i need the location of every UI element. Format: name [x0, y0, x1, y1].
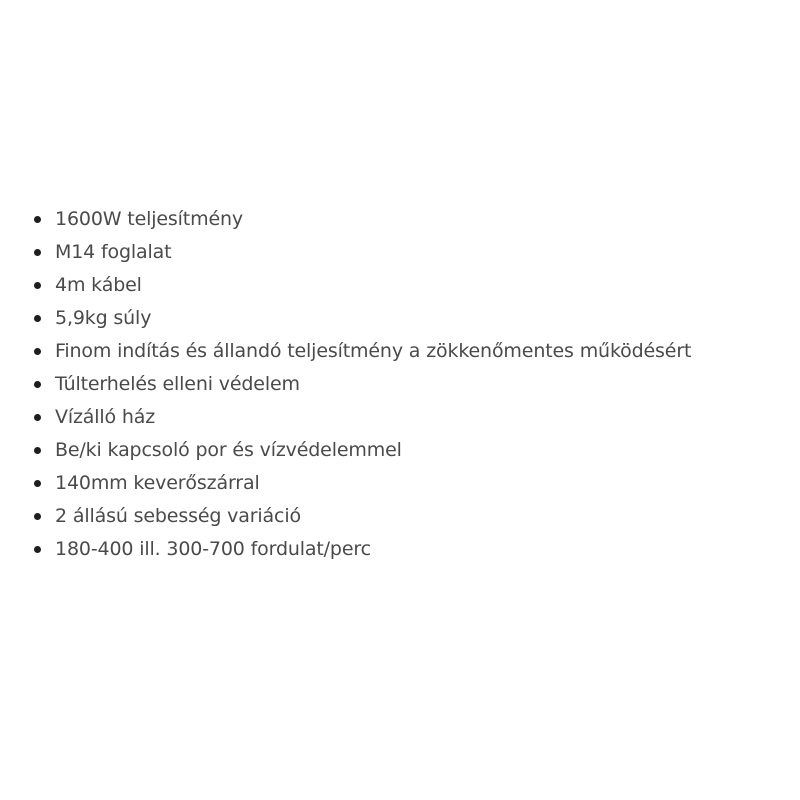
bullet-icon [34, 546, 41, 553]
list-item [20, 368, 795, 401]
list-item [20, 203, 795, 236]
list-item-text: Túlterhelés elleni védelem [55, 373, 300, 395]
bullet-icon [34, 513, 41, 520]
bullet-icon [34, 447, 41, 454]
list-item [20, 467, 795, 500]
bullet-icon [34, 381, 41, 388]
list-item [20, 335, 795, 368]
list-item-text: M14 foglalat [55, 241, 172, 263]
list-item-text: 1600W teljesítmény [55, 208, 243, 230]
list-item-text: Be/ki kapcsoló por és vízvédelemmel [55, 439, 402, 461]
bullet-icon [34, 348, 41, 355]
list-item-text: Finom indítás és állandó teljesítmény a zökkenőmentes működésért [55, 340, 692, 362]
list-item [20, 533, 795, 566]
bullet-icon [34, 282, 41, 289]
list-item-text: 4m kábel [55, 274, 142, 296]
list-item [20, 434, 795, 467]
list-item [20, 401, 795, 434]
feature-list [20, 203, 795, 566]
bullet-icon [34, 249, 41, 256]
list-item-text: 5,9kg súly [55, 307, 152, 329]
list-item-text: 140mm keverőszárral [55, 472, 260, 494]
list-item-text: 180-400 ill. 300-700 fordulat/perc [55, 538, 371, 560]
list-item [20, 269, 795, 302]
list-item [20, 302, 795, 335]
list-item [20, 236, 795, 269]
bullet-icon [34, 480, 41, 487]
bullet-icon [34, 315, 41, 322]
list-item-text: 2 állású sebesség variáció [55, 505, 301, 527]
list-item [20, 500, 795, 533]
bullet-icon [34, 414, 41, 421]
bullet-icon [34, 216, 41, 223]
list-item-text: Vízálló ház [55, 406, 156, 428]
